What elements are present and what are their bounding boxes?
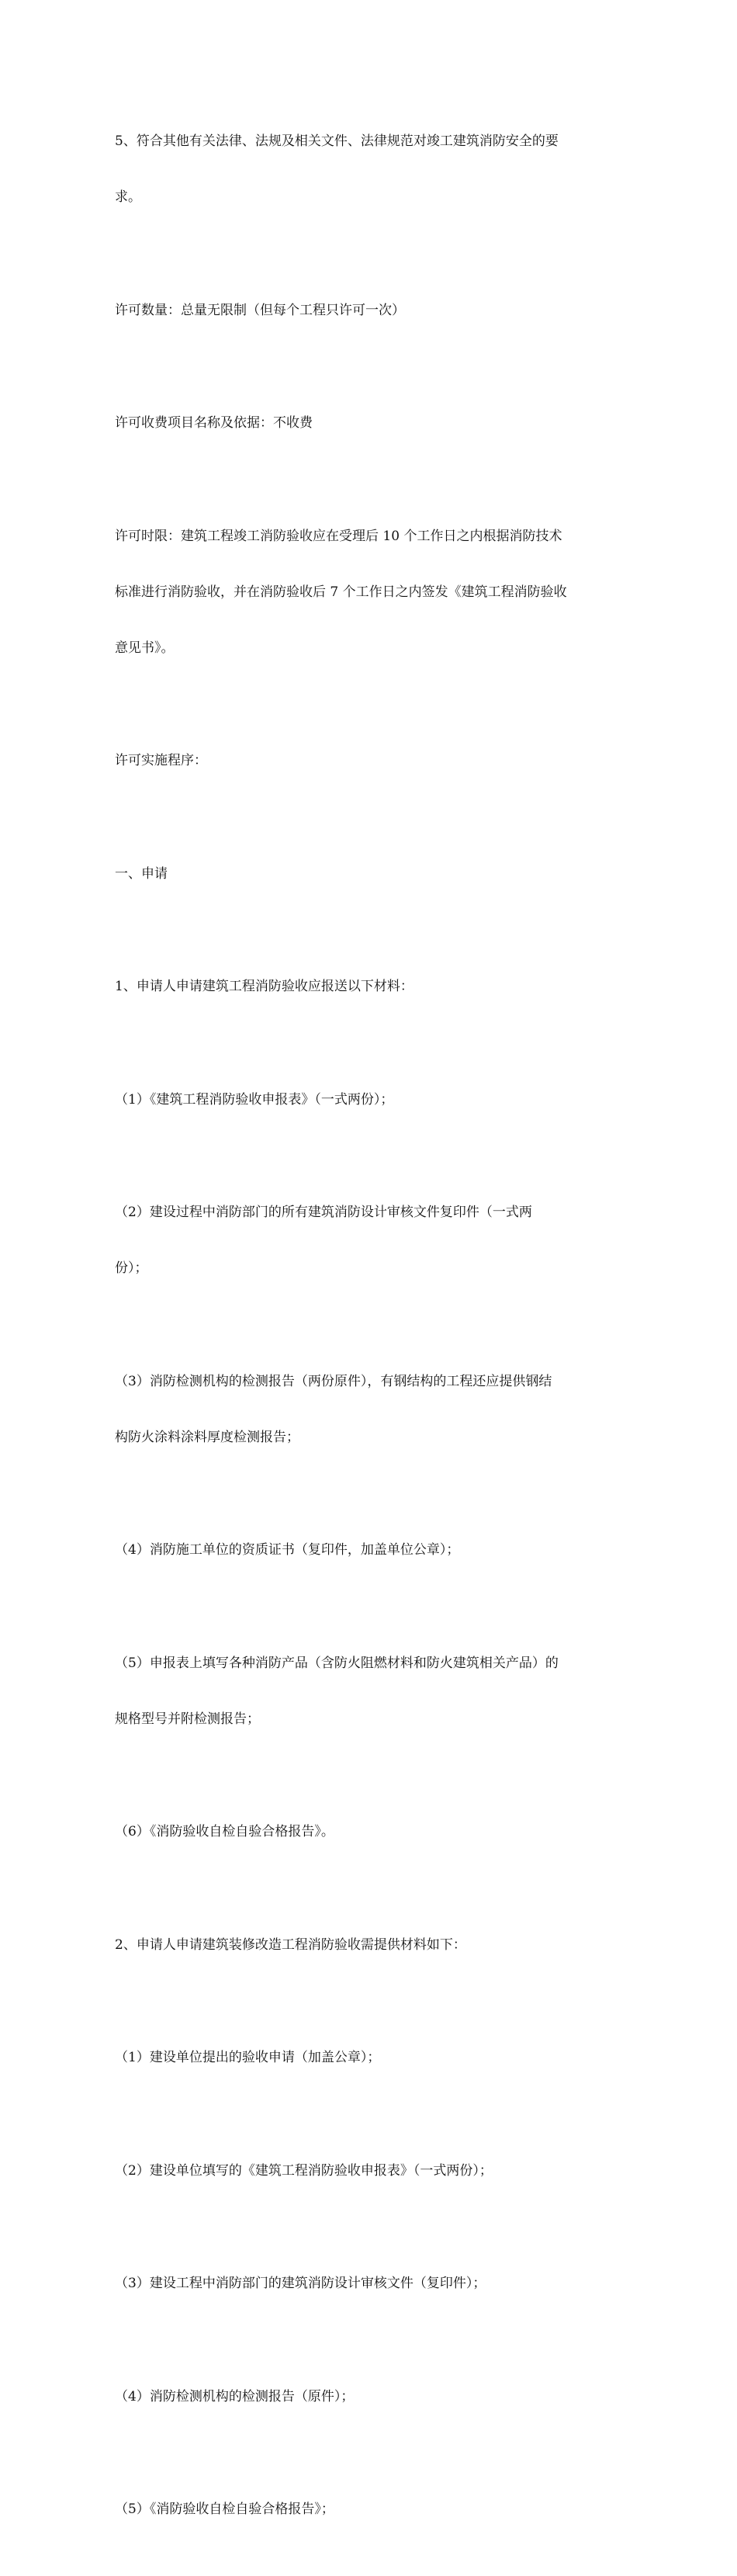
paragraph-time-limit	[115, 490, 627, 695]
text-line: 一、申请	[115, 865, 168, 882]
text-line: （1）《建筑工程消防验收申报表》（一式两份）；	[115, 1091, 394, 1108]
text-line: 1、申请人申请建筑工程消防验收应报送以下材料：	[115, 979, 413, 994]
text-line: （3）消防检测机构的检测报告（两份原件），有钢结构的工程还应提供钢结	[115, 1373, 552, 1389]
list-item	[115, 2237, 627, 2330]
paragraph-requirement-5	[115, 95, 627, 244]
list-item	[115, 1053, 627, 1146]
list-item	[115, 2350, 627, 2443]
text-line: 2、申请人申请建筑装修改造工程消防验收需提供材料如下：	[115, 1936, 466, 1953]
text-line: 5、符合其他有关法律、法规及相关文件、法律规范对竣工建筑消防安全的要	[115, 133, 559, 149]
text-line: 许可收费项目名称及依据：不收费	[115, 415, 313, 431]
list-item	[115, 1166, 627, 1315]
text-line: 许可实施程序：	[115, 753, 207, 768]
text-line: （1）建设单位提出的验收申请（加盖公章）；	[115, 2050, 381, 2065]
text-line: （5）《消防验收自检自验合格报告》；	[115, 2501, 334, 2517]
paragraph-materials-1	[115, 940, 627, 1033]
text-line: （4）消防检测机构的检测报告（原件）；	[115, 2388, 355, 2404]
list-item	[115, 2463, 627, 2556]
list-item	[115, 1617, 627, 1766]
list-item	[115, 1785, 627, 1878]
text-line: 意见书》。	[115, 640, 175, 656]
text-line: 许可数量：总量无限制（但每个工程只许可一次）	[115, 302, 405, 318]
text-line: （2）建设单位填写的《建筑工程消防验收申报表》（一式两份）；	[115, 2162, 493, 2179]
paragraph-materials-2	[115, 1898, 627, 1992]
text-line: 构防火涂料涂料厚度检测报告；	[115, 1429, 299, 1445]
list-item	[115, 2011, 627, 2104]
list-item	[115, 1503, 627, 1597]
text-line: 标准进行消防验收，并在消防验收后 7 个工作日之内签发《建筑工程消防验收	[115, 584, 567, 600]
text-line: （4）消防施工单位的资质证书（复印件，加盖单位公章）；	[115, 1542, 460, 1558]
document-page	[115, 95, 627, 2576]
text-line: 求。	[115, 189, 141, 205]
paragraph-permit-quantity	[115, 264, 627, 357]
text-line: 份）；	[115, 1260, 148, 1276]
text-line: 许可时限：建筑工程竣工消防验收应在受理后 10 个工作日之内根据消防技术	[115, 528, 562, 544]
text-line: （5）申报表上填写各种消防产品（含防火阻燃材料和防火建筑相关产品）的	[115, 1655, 559, 1671]
paragraph-fee	[115, 376, 627, 470]
text-line: （6）《消防验收自检自验合格报告》。	[115, 1824, 334, 1839]
list-item	[115, 2124, 627, 2217]
text-line: 规格型号并附检测报告；	[115, 1711, 260, 1727]
text-line: （2）建设过程中消防部门的所有建筑消防设计审核文件复印件（一式两	[115, 1205, 532, 1220]
paragraph-procedure-heading	[115, 714, 627, 807]
section-heading-application	[115, 827, 627, 920]
text-line: （3）建设工程中消防部门的建筑消防设计审核文件（复印件）；	[115, 2276, 486, 2291]
list-item	[115, 1335, 627, 1484]
